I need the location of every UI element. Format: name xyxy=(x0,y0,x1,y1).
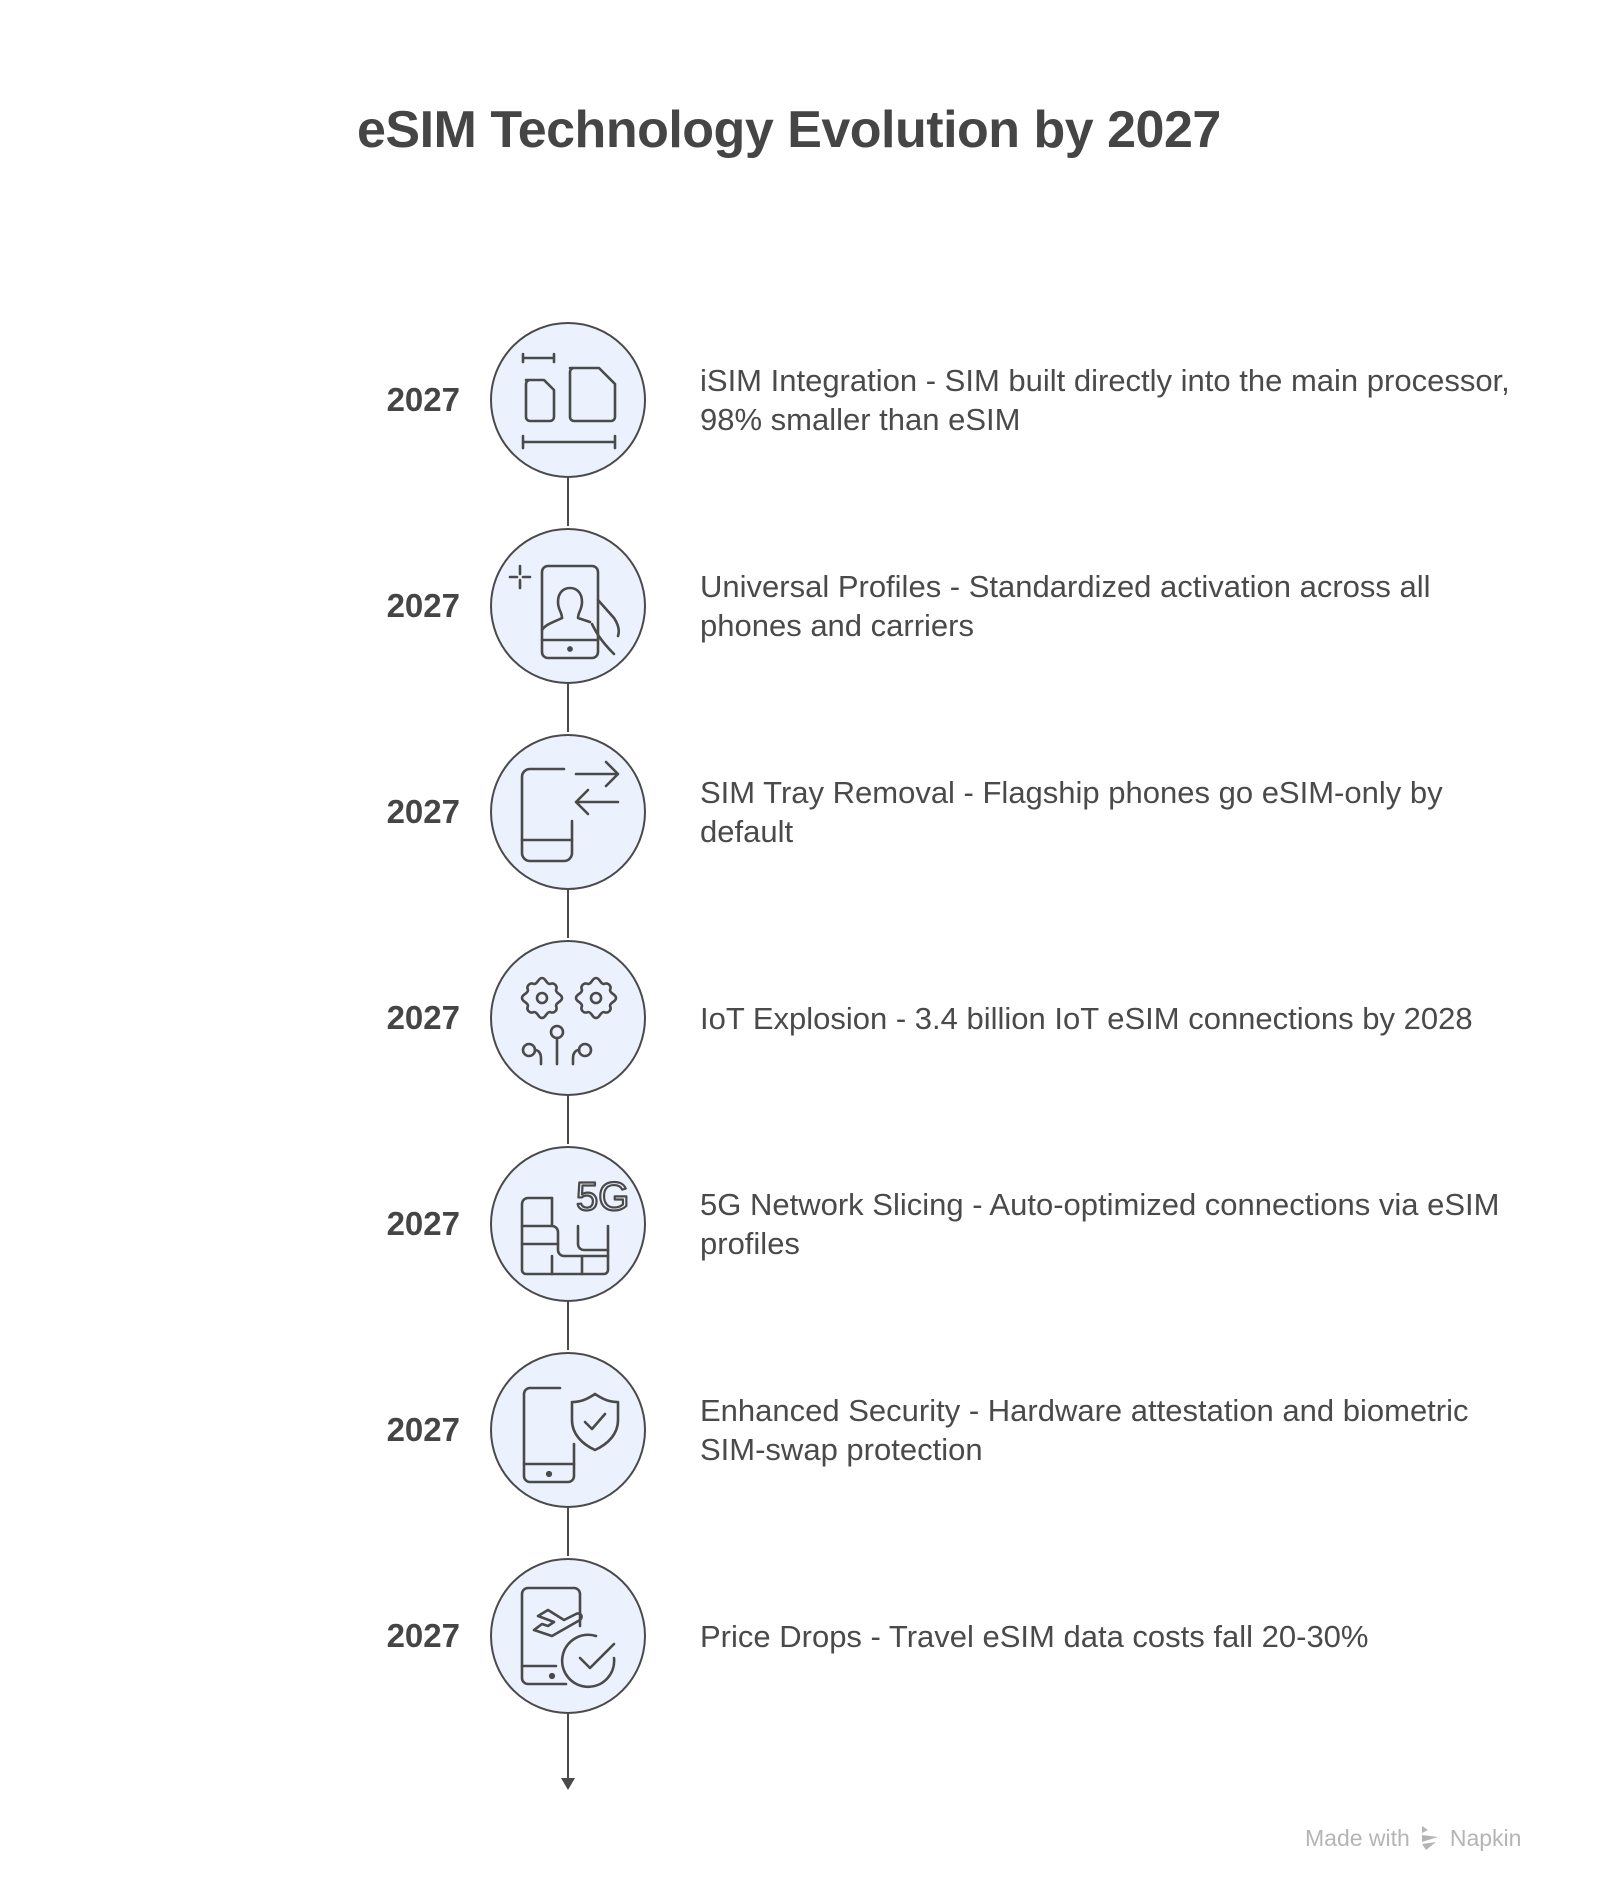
phone-swap-arrows-icon xyxy=(490,734,646,890)
timeline-item xyxy=(0,1146,1600,1302)
timeline-description: Universal Profiles - Standardized activation across all phones and carriers xyxy=(700,569,1431,643)
timeline-year: 2027 xyxy=(386,1411,460,1448)
timeline-description: iSIM Integration - SIM built directly into the main processor, 98% smaller than eSIM xyxy=(700,363,1510,437)
napkin-watermark xyxy=(1305,1824,1521,1852)
timeline-connector xyxy=(567,888,569,938)
timeline-connector xyxy=(567,1300,569,1350)
timeline-arrow-icon xyxy=(561,1778,575,1790)
timeline-connector xyxy=(567,682,569,732)
timeline-year: 2027 xyxy=(386,1205,460,1242)
timeline-year: 2027 xyxy=(386,381,460,418)
napkin-brand-label: Napkin xyxy=(1449,1824,1522,1851)
timeline-connector xyxy=(567,1094,569,1144)
phone-profile-hand-icon xyxy=(490,528,646,684)
iot-gears-circuit-icon xyxy=(490,940,646,1096)
timeline-item xyxy=(0,528,1600,684)
timeline-connector xyxy=(567,1506,569,1556)
napkin-logo-icon xyxy=(1418,1824,1442,1852)
timeline-item xyxy=(0,734,1600,890)
timeline-connector xyxy=(567,476,569,526)
phone-plane-check-icon xyxy=(490,1558,646,1714)
timeline-year: 2027 xyxy=(386,1617,460,1654)
timeline-description: Enhanced Security - Hardware attestation and biometric SIM-swap protection xyxy=(700,1393,1469,1467)
page-title: eSIM Technology Evolution by 2027 xyxy=(357,101,1221,159)
timeline-year: 2027 xyxy=(386,587,460,624)
phone-shield-check-icon xyxy=(490,1352,646,1508)
timeline-description: SIM Tray Removal - Flagship phones go eSIM-only by default xyxy=(700,775,1443,849)
timeline-item xyxy=(0,1352,1600,1508)
timeline-year: 2027 xyxy=(386,793,460,830)
timeline-item xyxy=(0,322,1600,478)
timeline-description: Price Drops - Travel eSIM data costs fall 20-30% xyxy=(700,1618,1369,1654)
made-with-label: Made with xyxy=(1305,1824,1410,1851)
timeline-description: 5G Network Slicing - Auto-optimized connections via eSIM profiles xyxy=(700,1187,1500,1261)
timeline-tail xyxy=(567,1712,569,1780)
sim-size-compare-icon xyxy=(490,322,646,478)
sim-chip-5g-icon xyxy=(490,1146,646,1302)
timeline-year: 2027 xyxy=(386,999,460,1036)
svg-text:5G: 5G xyxy=(576,1175,630,1219)
timeline-item xyxy=(0,940,1600,1096)
timeline-item xyxy=(0,1558,1600,1714)
timeline-description: IoT Explosion - 3.4 billion IoT eSIM connections by 2028 xyxy=(700,1000,1473,1036)
